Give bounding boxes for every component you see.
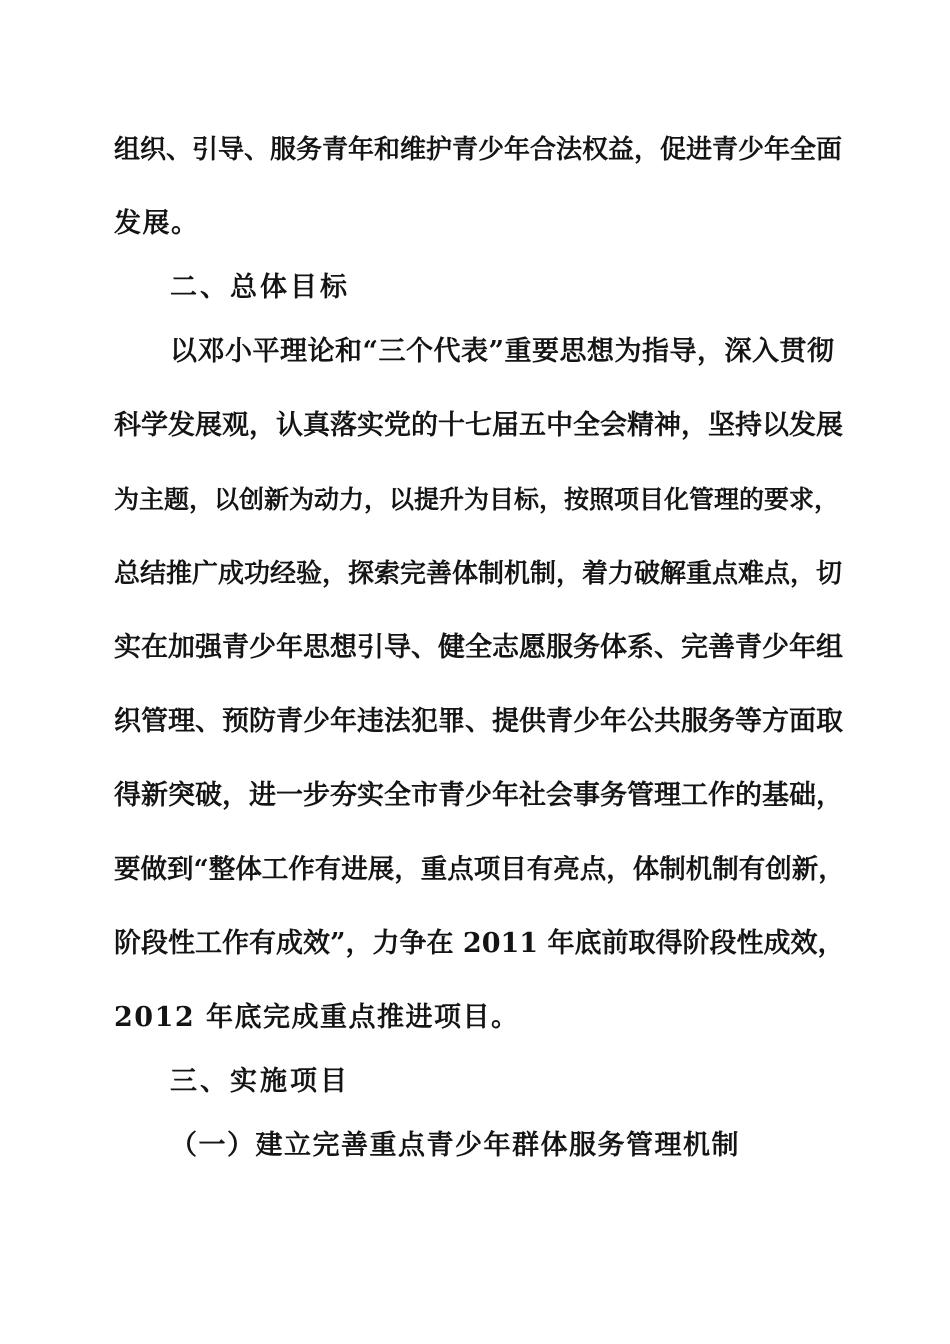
paragraph-line: 科学发展观，认真落实党的十七届五中全会精神，坚持以发展 — [114, 410, 843, 441]
paragraph-line: 实在加强青少年思想引导、健全志愿服务体系、完善青少年组 — [114, 632, 843, 663]
paragraph-line: 得新突破，进一步夯实全市青少年社会事务管理工作的基础， — [114, 780, 843, 811]
paragraph-line: 2012 年底完成重点推进项目。 — [114, 1002, 520, 1033]
paragraph-line: 要做到“整体工作有进展，重点项目有亮点，体制机制有创新， — [114, 854, 845, 885]
paragraph-line: 发展。 — [114, 208, 200, 239]
paragraph-line: 为主题，以创新为动力，以提升为目标，按照项目化管理的要求， — [114, 485, 840, 514]
paragraph-line: 阶段性工作有成效”，力争在 2011 年底前取得阶段性成效， — [114, 928, 845, 959]
paragraph-line: 组织、引导、服务青年和维护青少年合法权益，促进青少年全面 — [114, 135, 843, 165]
section-heading-implementation-projects: 三、实施项目 — [170, 1066, 350, 1097]
paragraph-line: 织管理、预防青少年违法犯罪、提供青少年公共服务等方面取 — [114, 706, 843, 737]
paragraph-line: 以邓小平理论和“三个代表”重要思想为指导，深入贯彻 — [170, 336, 835, 367]
paragraph-line: 总结推广成功经验，探索完善体制机制，着力破解重点难点，切 — [114, 559, 843, 589]
section-heading-overall-goals: 二、总体目标 — [170, 272, 350, 303]
subsection-heading: （一）建立完善重点青少年群体服务管理机制 — [170, 1130, 740, 1161]
